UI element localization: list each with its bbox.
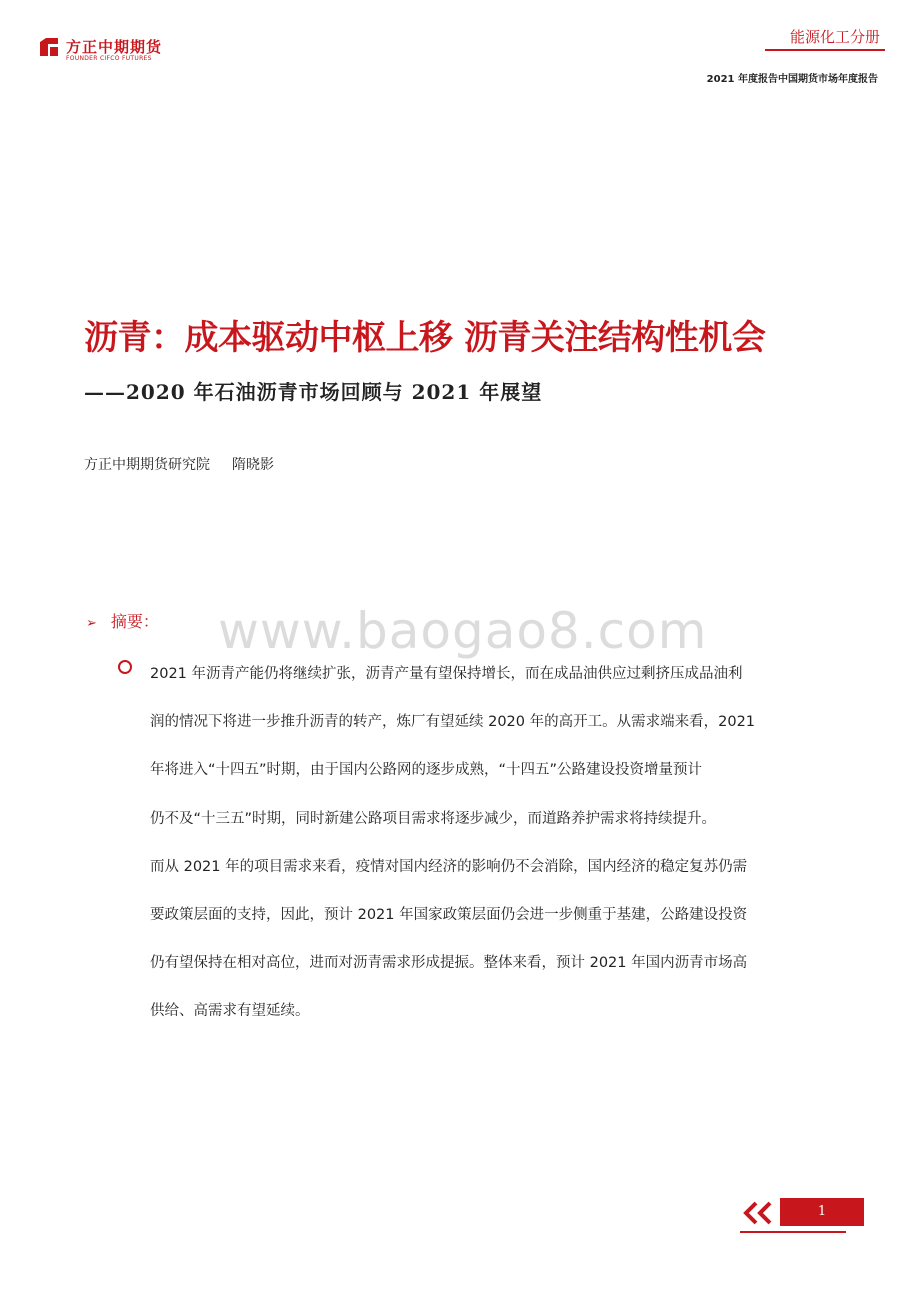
- summary-line: 年将进入“十四五”时期，由于国内公路网的逐步成熟，“十四五”公路建设投资增量预计: [150, 762, 703, 779]
- summary-line: 仍不及“十三五”时期，同时新建公路项目需求将逐步减少，而道路养护需求将持续提升。: [150, 810, 717, 827]
- summary-heading: [86, 609, 159, 632]
- arrow-bullet-icon: ➢: [86, 616, 97, 631]
- double-chevron-left-icon: [740, 1201, 776, 1225]
- report-series-label: 2021 年度报告中国期货市场年度报告: [706, 74, 878, 85]
- footer-rule: [740, 1231, 846, 1233]
- logo-mark-icon: [38, 36, 60, 58]
- logo-text-en: FOUNDER CIFCO FUTURES: [66, 55, 152, 62]
- summary-heading-label: 摘要：: [110, 612, 159, 631]
- circle-bullet-icon: [118, 660, 132, 674]
- summary-line: 仍有望保持在相对高位，进而对沥青需求形成提振。整体来看，预计 2021 年国内沥青市场高: [150, 955, 748, 972]
- company-logo: [38, 36, 178, 66]
- summary-line: 要政策层面的支持，因此，预计 2021 年国家政策层面仍会进一步侧重于基建，公路建设投资: [150, 907, 748, 924]
- author-institute: 方正中期期货研究院: [84, 457, 210, 473]
- logo-text-cn: 方正中期期货: [66, 38, 163, 56]
- summary-line: 供给、高需求有望延续。: [150, 1003, 310, 1020]
- author-line: [84, 454, 274, 474]
- author-name: 隋晓影: [232, 457, 274, 473]
- summary-line: 2021 年沥青产能仍将继续扩张，沥青产量有望保持增长，而在成品油供应过剩挤压成品油利: [150, 666, 743, 682]
- page-title: 沥青：成本驱动中枢上移 沥青关注结构性机会: [84, 318, 766, 358]
- watermark: www.baogao8.com: [218, 602, 708, 660]
- summary-paragraph: [150, 650, 840, 1036]
- division-underline: [765, 49, 885, 51]
- summary-line: 润的情况下将进一步推升沥青的转产，炼厂有望延续 2020 年的高开工。从需求端来看，2021: [150, 714, 756, 731]
- division-label: 能源化工分册: [789, 28, 880, 46]
- page-number: 1: [780, 1198, 864, 1226]
- page-subtitle: ——2020 年石油沥青市场回顾与 2021 年展望: [84, 380, 543, 404]
- summary-line: 而从 2021 年的项目需求来看，疫情对国内经济的影响仍不会消除，国内经济的稳定复苏仍需: [150, 858, 748, 875]
